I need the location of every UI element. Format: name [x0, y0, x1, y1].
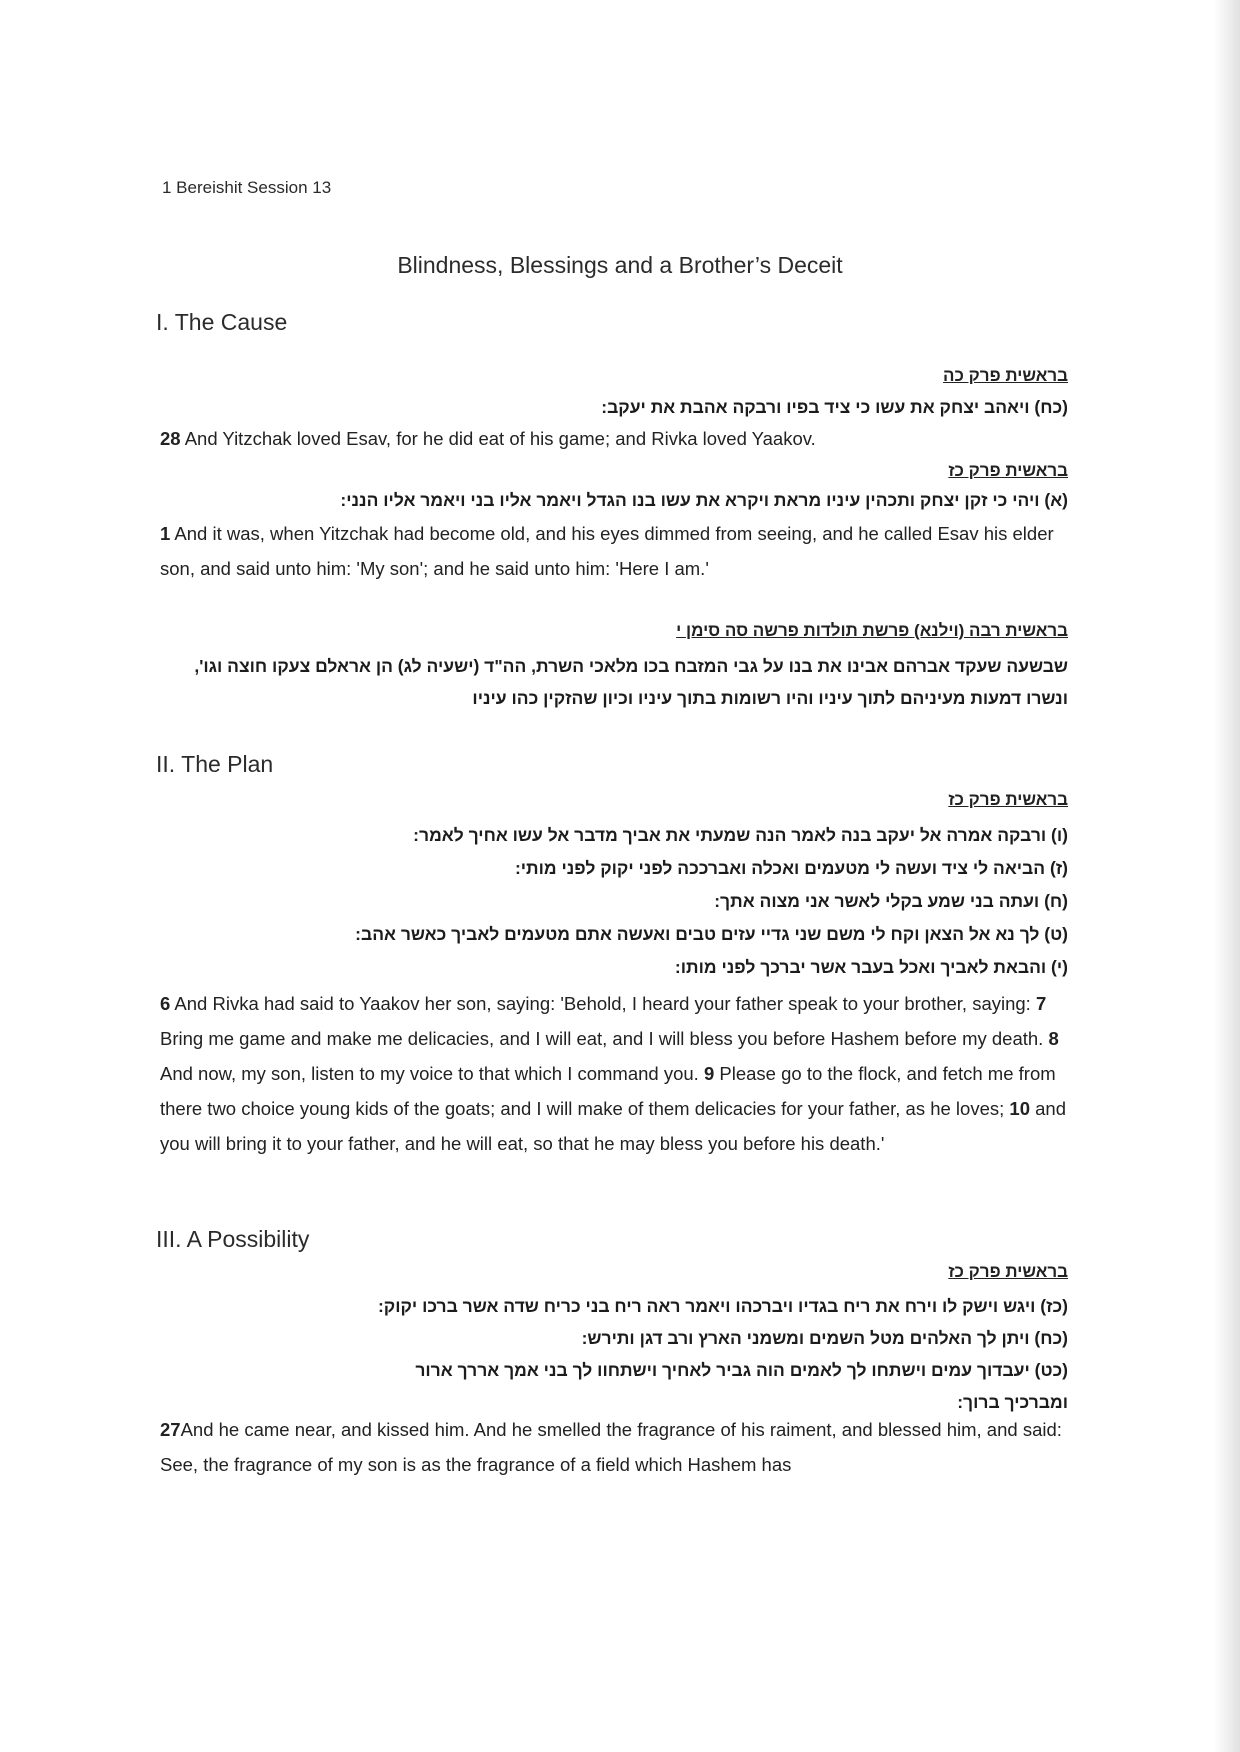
source-citation: בראשית פרק כה [943, 366, 1068, 385]
verse-number: 28 [160, 428, 181, 449]
section-heading-possibility: III. A Possibility [156, 1226, 310, 1252]
source-citation: בראשית פרק כז [948, 461, 1068, 480]
hebrew-verse: (כח) ויאהב יצחק את עשו כי ציד בפיו ורבקה אהבת את יעקב: [601, 397, 1068, 417]
verse-number: 10 [1009, 1098, 1030, 1119]
verse-text: And Rivka had said to Yaakov her son, saying: 'Behold, I heard your father speak to your brother, saying: [170, 993, 1036, 1014]
section-heading-cause: I. The Cause [156, 309, 288, 335]
verse-text: Bring me game and make me delicacies, and I will eat, and I will bless you before Hashem before my death. [160, 1028, 1049, 1049]
hebrew-verses [355, 819, 1068, 984]
english-verse [160, 1412, 1070, 1482]
hebrew-verse-line: (כח) ויתן לך האלהים מטל השמים ומשמני הארץ ורב דגן ותירש: [581, 1328, 1068, 1348]
source-citation: בראשית רבה (וילנא) פרשת תולדות פרשה סה סימן י [676, 621, 1068, 640]
english-verse [160, 428, 816, 450]
source-citation: בראשית פרק כז [948, 790, 1068, 809]
hebrew-verse-line: (ז) הביאה לי ציד ועשה לי מטעמים ואכלה ואברככה לפני יקוק לפני מותי: [514, 858, 1068, 878]
hebrew-verse-line: (כז) ויגש וישק לו וירח את ריח בגדיו ויברכהו ויאמר ראה ריח בני כריח שדה אשר ברכו יקוק: [377, 1296, 1068, 1316]
english-verses [160, 986, 1070, 1161]
verse-number: 6 [160, 993, 171, 1014]
verse-number: 27 [160, 1419, 181, 1440]
verse-number: 8 [1048, 1028, 1059, 1049]
hebrew-verse: (א) ויהי כי זקן יצחק ותכהין עיניו מראת ויקרא את עשו בנו הגדל ויאמר אליו בני ויאמר אליו הנני: [340, 490, 1068, 510]
verse-number: 1 [160, 523, 171, 544]
verse-text: Please go to the flock, and fetch me from there two choice young kids of the goats; and I will make of them delicacies for your father, as he loves; [160, 1063, 1056, 1119]
hebrew-verse-line: ומברכיך ברוך: [957, 1392, 1068, 1412]
source-citation: בראשית פרק כז [948, 1262, 1068, 1281]
midrash-text: שבשעה שעקד אברהם אבינו את בנו על גבי המזבח בכו מלאכי השרת, הה"ד (ישעיה לג) הן אראלם צעקו חוצה וגו', ונשרו דמעות מעיניהם לתוך עיניו והיו רשומות בתוך עיניו וכיון שהזקין כהו עיניו [194, 656, 1068, 708]
section-heading-plan: II. The Plan [156, 751, 274, 777]
hebrew-verse-line: (כט) יעבדוך עמים וישתחו לך לאמים הוה גביר לאחיך וישתחוו לך בני אמך אררך ארור [415, 1360, 1068, 1380]
document-title: Blindness, Blessings and a Brother’s Deceit [397, 252, 843, 278]
hebrew-verses [378, 1290, 1068, 1418]
verse-text: And Yitzchak loved Esav, for he did eat of his game; and Rivka loved Yaakov. [180, 428, 816, 449]
hebrew-verse-line: (ח) ועתה בני שמע בקלי לאשר אני מצוה אתך: [714, 891, 1068, 911]
english-verse [160, 516, 1070, 586]
page-header: 1 Bereishit Session 13 [162, 178, 332, 197]
verse-text: and you will bring it to your father, and he will eat, so that he may bless you before his death.' [160, 1098, 1066, 1154]
verse-text: And it was, when Yitzchak had become old, and his eyes dimmed from seeing, and he called Esav his elder son, and said unto him: 'My son'; and he said unto him: 'Here I am.' [160, 523, 1054, 579]
hebrew-verse-line: (י) והבאת לאביך ואכל בעבר אשר יברכך לפני מותו: [674, 957, 1068, 977]
hebrew-verse-line: (ט) לך נא אל הצאן וקח לי משם שני גדיי עזים טבים ואעשה אתם מטעמים לאביך כאשר אהב: [355, 924, 1068, 944]
verse-text: And now, my son, listen to my voice to that which I command you. [160, 1063, 704, 1084]
hebrew-verse-line: (ו) ורבקה אמרה אל יעקב בנה לאמר הנה שמעתי את אביך מדבר אל עשו אחיך לאמר: [413, 825, 1068, 845]
verse-number: 9 [703, 1063, 715, 1084]
verse-number: 7 [1035, 993, 1047, 1014]
verse-text: And he came near, and kissed him. And he smelled the fragrance of his raiment, and blessed him, and said: See, the fragrance of my son is as the fragrance of a field which Hashem has [160, 1419, 1062, 1475]
